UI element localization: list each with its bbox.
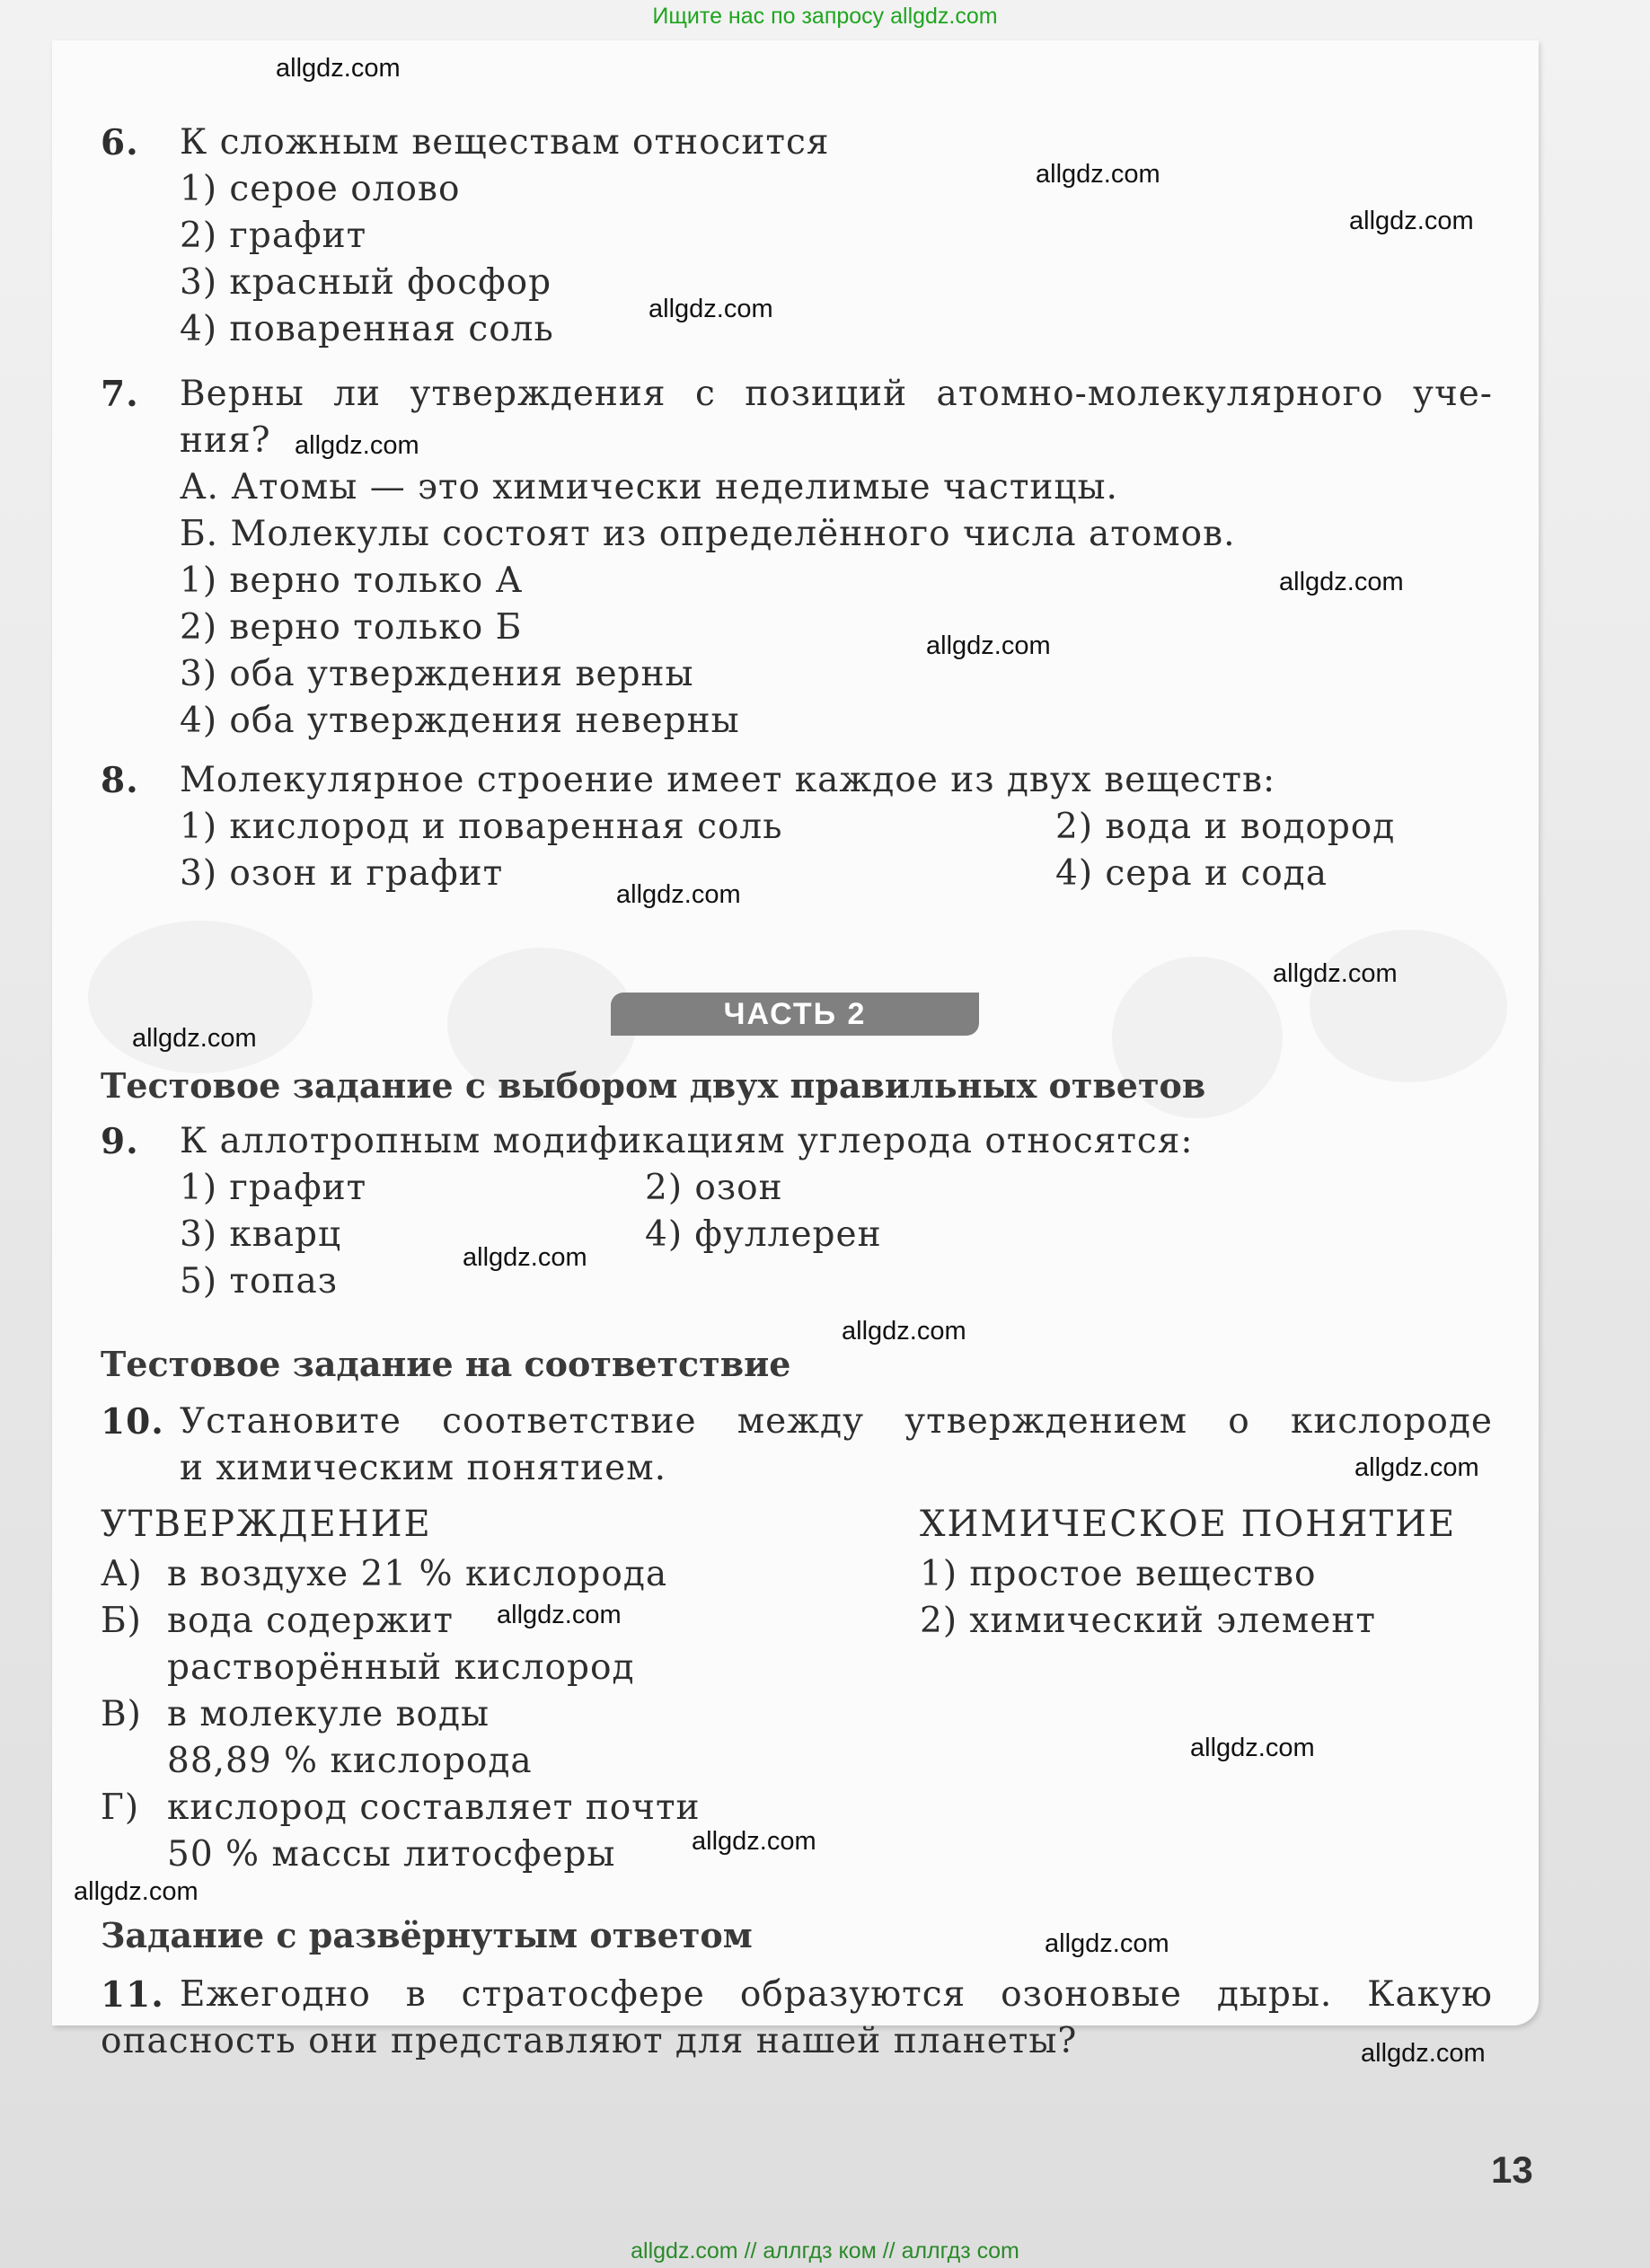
q9-text: К аллотропным модификациям углерода относятся: [180,1121,1194,1161]
heading-open-answer: Задание с развёрнутым ответом [101,1915,753,1955]
q6-option-2: 2) графит [180,216,367,256]
q9-option-5: 5) топаз [180,1261,338,1302]
concept-2: 2) химический элемент [920,1601,1376,1641]
statement-b-line2: растворённый кислород [167,1647,635,1688]
statement-g-line2: 50 % массы литосферы [167,1834,616,1875]
q9-option-2: 2) озон [645,1168,783,1208]
statement-key-b: Б) [101,1601,142,1641]
top-banner[interactable]: Ищите нас по запросу allgdz.com [652,4,998,29]
watermark: allgdz.com [616,880,741,909]
q9-option-3: 3) кварц [180,1214,342,1255]
statement-a-line1: в воздухе 21 % кислорода [167,1554,668,1594]
q8-number: 8. [101,760,139,801]
q6-number: 6. [101,122,139,163]
statement-b-line1: вода содержит [167,1601,454,1641]
heading-two-answers: Тестовое задание с выбором двух правильных ответов [101,1065,1206,1106]
q9-option-4: 4) фуллерен [645,1214,882,1255]
watermark: allgdz.com [1361,2039,1486,2068]
watermark: allgdz.com [132,1024,257,1053]
q7-number: 7. [101,374,139,415]
watermark: allgdz.com [74,1877,199,1906]
statement-v-line2: 88,89 % кислорода [167,1741,533,1781]
q7-text-line2: ния? [180,420,271,461]
watermark: allgdz.com [1045,1929,1169,1958]
q7-option-3: 3) оба утверждения верны [180,654,694,694]
q8-option-3: 3) озон и графит [180,853,504,894]
watermark: allgdz.com [497,1601,622,1629]
watermark: allgdz.com [692,1827,816,1856]
statement-key-a: А) [101,1554,143,1594]
q8-option-1: 1) кислород и поваренная соль [180,807,783,847]
watermark: allgdz.com [1273,959,1398,988]
q6-option-1: 1) серое олово [180,169,461,209]
statement-g-line1: кислород составляет почти [167,1787,701,1828]
q8-text: Молекулярное строение имеет каждое из двух веществ: [180,760,1276,800]
q10-number: 10. [101,1401,164,1443]
watermark: allgdz.com [1036,160,1160,189]
watermark: allgdz.com [463,1243,587,1272]
watermark: allgdz.com [276,54,401,83]
bottom-banner[interactable]: allgdz.com // аллгдз ком // аллгдз com [631,2238,1019,2264]
heading-matching: Тестовое задание на соответствие [101,1344,791,1384]
q11-text-line1: Ежегодно в стратосфере образуются озоновые дыры. Какую [180,1974,1493,2015]
q8-option-4: 4) сера и сода [1055,853,1328,894]
q7-option-4: 4) оба утверждения неверны [180,701,740,741]
q7-option-2: 2) верно только Б [180,607,523,648]
bleed-through-shape [1310,930,1507,1082]
q9-number: 9. [101,1121,139,1162]
statement-key-g: Г) [101,1787,140,1828]
column-header-concept: ХИМИЧЕСКОЕ ПОНЯТИЕ [920,1504,1457,1545]
q8-option-2: 2) вода и водород [1055,807,1396,847]
watermark: allgdz.com [1354,1453,1479,1482]
q11-number: 11. [101,1974,164,2016]
q11-text-line2: опасность они представляют для нашей планеты? [101,2021,1078,2061]
q7-statement-a: А. Атомы — это химически неделимые частицы. [180,467,1118,507]
q7-statement-b: Б. Молекулы состоят из определённого числа атомов. [180,514,1236,554]
page-number: 13 [1491,2149,1533,2191]
q7-option-1: 1) верно только А [180,560,524,601]
watermark: allgdz.com [649,295,773,323]
column-header-statement: УТВЕРЖДЕНИЕ [101,1504,432,1545]
watermark: allgdz.com [295,431,419,460]
statement-v-line1: в молекуле воды [167,1694,490,1734]
statement-key-v: В) [101,1694,142,1734]
q10-text-line2: и химическим понятием. [180,1448,666,1488]
watermark: allgdz.com [1279,568,1404,596]
q6-text: К сложным веществам относится [180,122,830,163]
q6-option-4: 4) поваренная соль [180,309,554,349]
q9-option-1: 1) графит [180,1168,367,1208]
watermark: allgdz.com [926,631,1051,660]
part-2-label: ЧАСТЬ 2 [723,997,867,1031]
q10-text-line1: Установите соответствие между утверждением о кислороде [180,1401,1493,1442]
watermark: allgdz.com [1190,1734,1315,1762]
q6-option-3: 3) красный фосфор [180,262,552,303]
concept-1: 1) простое вещество [920,1554,1317,1594]
watermark: allgdz.com [1349,207,1474,235]
q7-text-line1: Верны ли утверждения с позиций атомно-молекулярного уче- [180,374,1493,414]
watermark: allgdz.com [842,1317,966,1346]
